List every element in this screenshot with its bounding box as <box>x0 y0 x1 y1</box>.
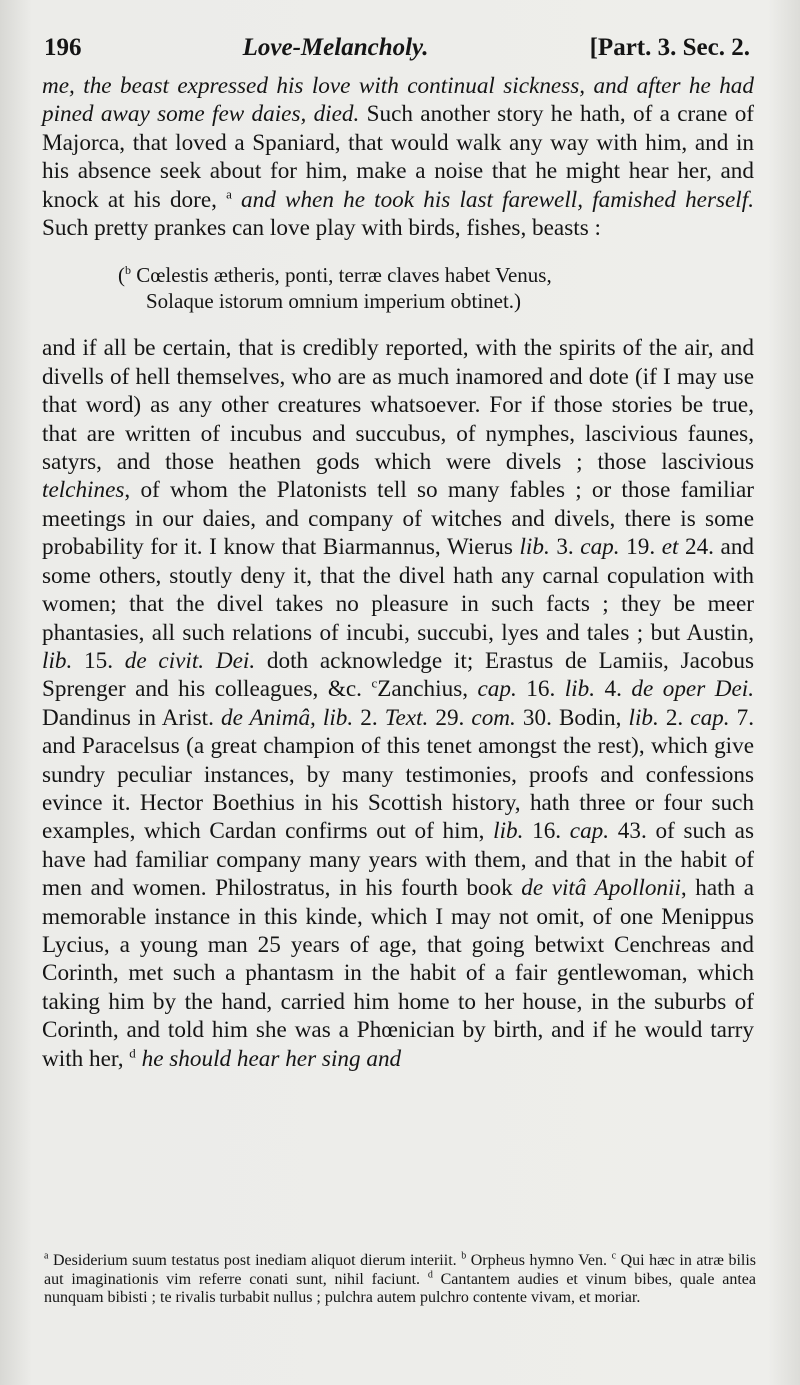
footnote-marker-d: d <box>129 1044 136 1060</box>
paragraph-1 <box>42 72 754 242</box>
text-span: Zanchius, <box>377 676 478 703</box>
italic-span: me, the beast expressed his love with continual sickness, and after he had pined away some few daies, died. <box>42 73 754 128</box>
text-span: Dandinus in Arist. <box>42 704 221 731</box>
text-span: 19. <box>619 534 662 561</box>
italic-span: de civit. Dei. <box>124 647 256 674</box>
footnote-a: Desiderium suum testatus post inediam aliquot dierum interiit. <box>48 1252 462 1269</box>
section-label: [Part. 3. Sec. 2. <box>589 34 750 61</box>
text-span: 7. and Paracelsus (a great champion of this tenet amongst the rest), which give sundry peculiar instances, by many testimonies, proofs and confessions evince it. Hector Boethius in his Scottish history, hath three or four such examples, which Cardan confirms out of him, <box>42 704 755 845</box>
main-text <box>42 72 754 1073</box>
italic-span: he should hear her sing and <box>135 1045 402 1072</box>
text-span: Such another story he hath, of a crane of Majorca, that loved a Spaniard, that would walk any way with him, and in his absence seek about for him, make a noise that he might hear her, and knock at his dore, <box>42 101 755 213</box>
footnote-marker-c: c <box>371 675 378 691</box>
italic-span: cap. <box>477 676 517 703</box>
footnote-d: Cantantem audies et vinum bibes, quale antea nunquam bibisti ; te rivalis turbabit nullus ; pulchra autem pulchro contente vivam, et moriar. <box>44 1270 756 1306</box>
text-span: 30. Bodin, <box>515 704 629 731</box>
italic-span: lib. <box>519 534 550 561</box>
text-span: Such pretty prankes can love play with birds, fishes, beasts : <box>42 215 601 242</box>
running-title: Love-Melancholy. <box>242 34 429 61</box>
text-span: 29. <box>428 704 472 731</box>
italic-span: lib. <box>493 818 524 845</box>
footnote-c-marker: c <box>611 1250 617 1262</box>
text-span: doth acknowledge it; Erastus de Lamiis, Jacobus Sprenger and his colleagues, &c. <box>42 647 754 703</box>
text-span: 15. <box>72 647 125 674</box>
text-span: 2. <box>353 704 385 731</box>
verse-quote <box>118 262 754 314</box>
italic-span: lib. <box>628 704 659 731</box>
italic-span: cap. <box>690 704 730 731</box>
footnote-a-marker: a <box>44 1250 49 1262</box>
verse-paren: ( <box>118 263 125 288</box>
italic-span: de oper Dei. <box>631 676 755 703</box>
running-header <box>42 34 754 62</box>
italic-span: de vitâ Apollonii <box>521 875 681 902</box>
italic-span: lib. <box>42 647 73 674</box>
italic-span: Text. <box>384 704 429 731</box>
text-span: 2. <box>658 704 691 731</box>
italic-span: cap. <box>569 818 610 845</box>
footnotes <box>44 1252 756 1308</box>
italic-span: telchines <box>42 477 125 504</box>
text-span: and if all be certain, that is credibly reported, with the spirits of the air, and divells of hell themselves, who are as much inamored and dote (if I may use that word) as any other creatures whatsoever. For if those stories be true, that are written of incubus and succubus, of nymphes, lascivious faunes, satyrs, and those heathen gods which were divels ; those lascivious <box>42 335 754 476</box>
footnote-b-marker: b <box>461 1250 467 1262</box>
footnote-c: Qui hæc in atræ bilis aut imaginationis vim referre conati sunt, nihil faciunt. <box>44 1252 757 1288</box>
page-number: 196 <box>44 34 82 61</box>
text-span: 4. <box>595 676 632 703</box>
text-span: 43. of such as have had familiar company many years with them, and that in the habit of men and women. Philostratus, in his fourth book <box>42 818 754 902</box>
footnote-marker-b: b <box>125 263 131 278</box>
text-span: 16. <box>516 676 565 703</box>
italic-span: com. <box>471 704 516 731</box>
text-span: , hath a memorable instance in this kinde, which I may not omit, of one Menippus Lycius, a young man 25 years of age, that going betwixt Cenchreas and Corinth, met such a phantasm in the habit of a fair gentlewoman, which taking him by the hand, carried him home to her house, in the suburbs of Corinth, and told him she was a Phœnician by birth, and if he would tarry with her, <box>42 875 755 1072</box>
italic-span: cap. <box>580 534 620 561</box>
paragraph-2 <box>42 334 754 1073</box>
footnote-d-marker: d <box>427 1269 433 1281</box>
text-span: 3. <box>549 534 581 561</box>
italic-span: and when he took his last farewell, famished herself. <box>231 186 754 213</box>
footnote-b: Orpheus hymno Ven. <box>466 1252 612 1269</box>
footnote-marker-a: a <box>226 185 232 201</box>
text-span: 24. and some others, stoutly deny it, that the divel hath any carnal copulation with women; that the divel takes no pleasure in such facts ; they be meer phantasies, all such relations of incubi, succubi, lyes and tales ; but Austin, <box>42 534 755 646</box>
text-span: , of whom the Platonists tell so many fables ; or those familiar meetings in our daies, and company of witches and divels, there is some probability for it. I know that Biarmannus, Wierus <box>42 477 754 561</box>
italic-span: de Animâ, lib. <box>220 704 354 731</box>
verse-line-1: Cœlestis ætheris, ponti, terræ claves habet Venus, <box>131 263 552 288</box>
italic-span: lib. <box>564 676 596 703</box>
italic-span: et <box>661 534 679 561</box>
verse-line-2: Solaque istorum omnium imperium obtinet.) <box>146 289 522 314</box>
text-span: 16. <box>523 818 570 845</box>
